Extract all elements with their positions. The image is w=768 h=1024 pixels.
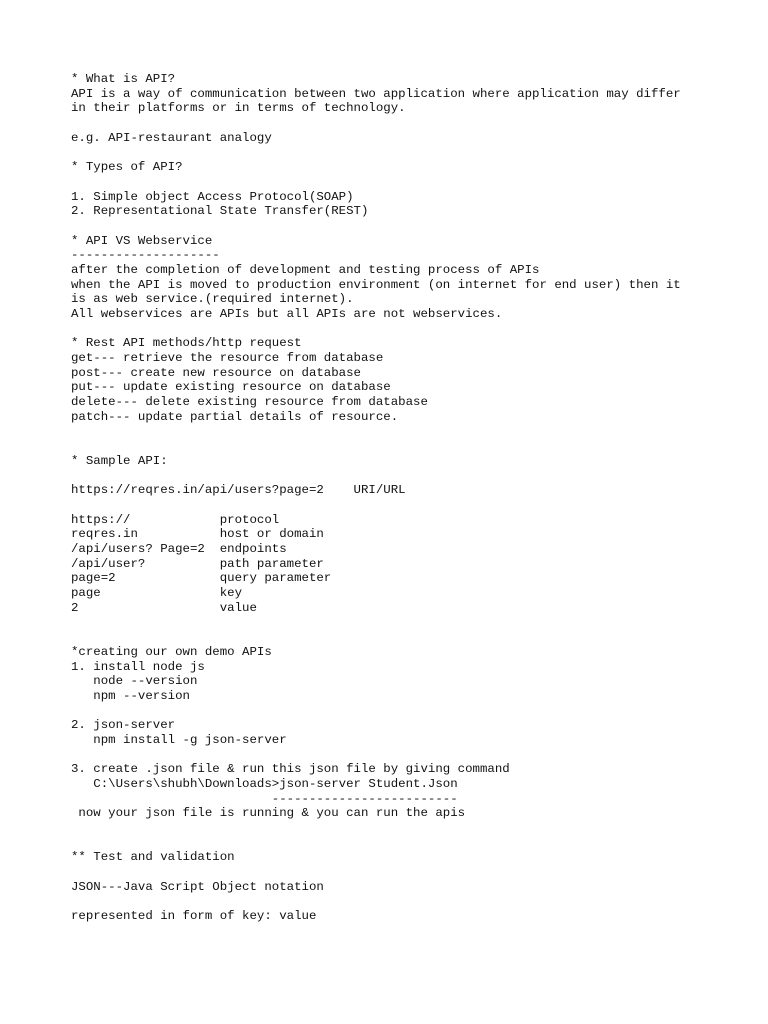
method-line-delete: delete--- delete existing resource from database bbox=[71, 395, 428, 410]
url-part-row: /api/user? path parameter bbox=[71, 556, 324, 571]
text-line: now your json file is running & you can run the apis bbox=[71, 806, 466, 821]
blank-line bbox=[71, 145, 751, 160]
blank-line bbox=[71, 219, 751, 234]
blank-line bbox=[71, 704, 751, 719]
text-line: API is a way of communication between two application where application may differ bbox=[71, 86, 681, 101]
method-line-patch: patch--- update partial details of resource. bbox=[71, 409, 399, 424]
url-part-row: page=2 query parameter bbox=[71, 571, 332, 586]
list-item: 1. Simple object Access Protocol(SOAP) bbox=[71, 189, 354, 204]
heading-api-vs-webservice: * API VS Webservice bbox=[71, 233, 213, 248]
blank-line bbox=[71, 895, 751, 910]
heading-types-of-api: * Types of API? bbox=[71, 160, 183, 175]
blank-line bbox=[71, 615, 751, 630]
heading-what-is-api: * What is API? bbox=[71, 72, 176, 86]
blank-line bbox=[71, 821, 751, 836]
blank-line bbox=[71, 498, 751, 513]
method-line-put: put--- update existing resource on database bbox=[71, 380, 391, 395]
text-line: represented in form of key: value bbox=[71, 909, 317, 924]
method-line-post: post--- create new resource on database bbox=[71, 365, 361, 380]
underline-divider: ------------------------- bbox=[71, 791, 458, 806]
heading-sample-api: * Sample API: bbox=[71, 453, 168, 468]
blank-line bbox=[71, 322, 751, 337]
list-item: 2. Representational State Transfer(REST) bbox=[71, 204, 369, 219]
heading-demo-apis: *creating our own demo APIs bbox=[71, 644, 272, 659]
underline-divider: -------------------- bbox=[71, 248, 220, 263]
blank-line bbox=[71, 630, 751, 645]
text-line: All webservices are APIs but all APIs are not webservices. bbox=[71, 307, 503, 321]
text-line: after the completion of development and testing process of APIs bbox=[71, 262, 540, 277]
text-line: e.g. API-restaurant analogy bbox=[71, 130, 272, 145]
blank-line bbox=[71, 748, 751, 763]
url-part-row: /api/users? Page=2 endpoints bbox=[71, 542, 287, 556]
blank-line bbox=[71, 175, 751, 190]
command-line: npm install -g json-server bbox=[71, 732, 287, 747]
url-part-row: page key bbox=[71, 586, 243, 601]
command-line: npm --version bbox=[71, 688, 190, 703]
text-line: is as web service.(required internet). bbox=[71, 292, 354, 307]
heading-test-and-validation: ** Test and validation bbox=[71, 850, 235, 865]
blank-line bbox=[71, 836, 751, 851]
step-line: 2. json-server bbox=[71, 718, 176, 733]
blank-line bbox=[71, 865, 751, 880]
text-line: JSON---Java Script Object notation bbox=[71, 879, 324, 894]
command-line: C:\Users\shubh\Downloads>json-server Student.Json bbox=[71, 777, 458, 791]
blank-line bbox=[71, 439, 751, 454]
method-line-get: get--- retrieve the resource from database bbox=[71, 351, 384, 366]
blank-line bbox=[71, 469, 751, 484]
heading-rest-api-methods: * Rest API methods/http request bbox=[71, 336, 302, 351]
url-part-row: reqres.in host or domain bbox=[71, 527, 324, 542]
command-line: node --version bbox=[71, 674, 198, 689]
url-part-row: https:// protocol bbox=[71, 512, 280, 527]
sample-url-line: https://reqres.in/api/users?page=2 URI/URL bbox=[71, 483, 406, 498]
step-line: 3. create .json file & run this json file by giving command bbox=[71, 762, 510, 777]
text-line: when the API is moved to production environment (on internet for end user) then it bbox=[71, 277, 681, 292]
document-page bbox=[71, 72, 751, 924]
blank-line bbox=[71, 116, 751, 131]
step-line: 1. install node js bbox=[71, 659, 205, 674]
text-line: in their platforms or in terms of technology. bbox=[71, 101, 406, 116]
url-part-row: 2 value bbox=[71, 600, 257, 615]
blank-line bbox=[71, 425, 751, 440]
